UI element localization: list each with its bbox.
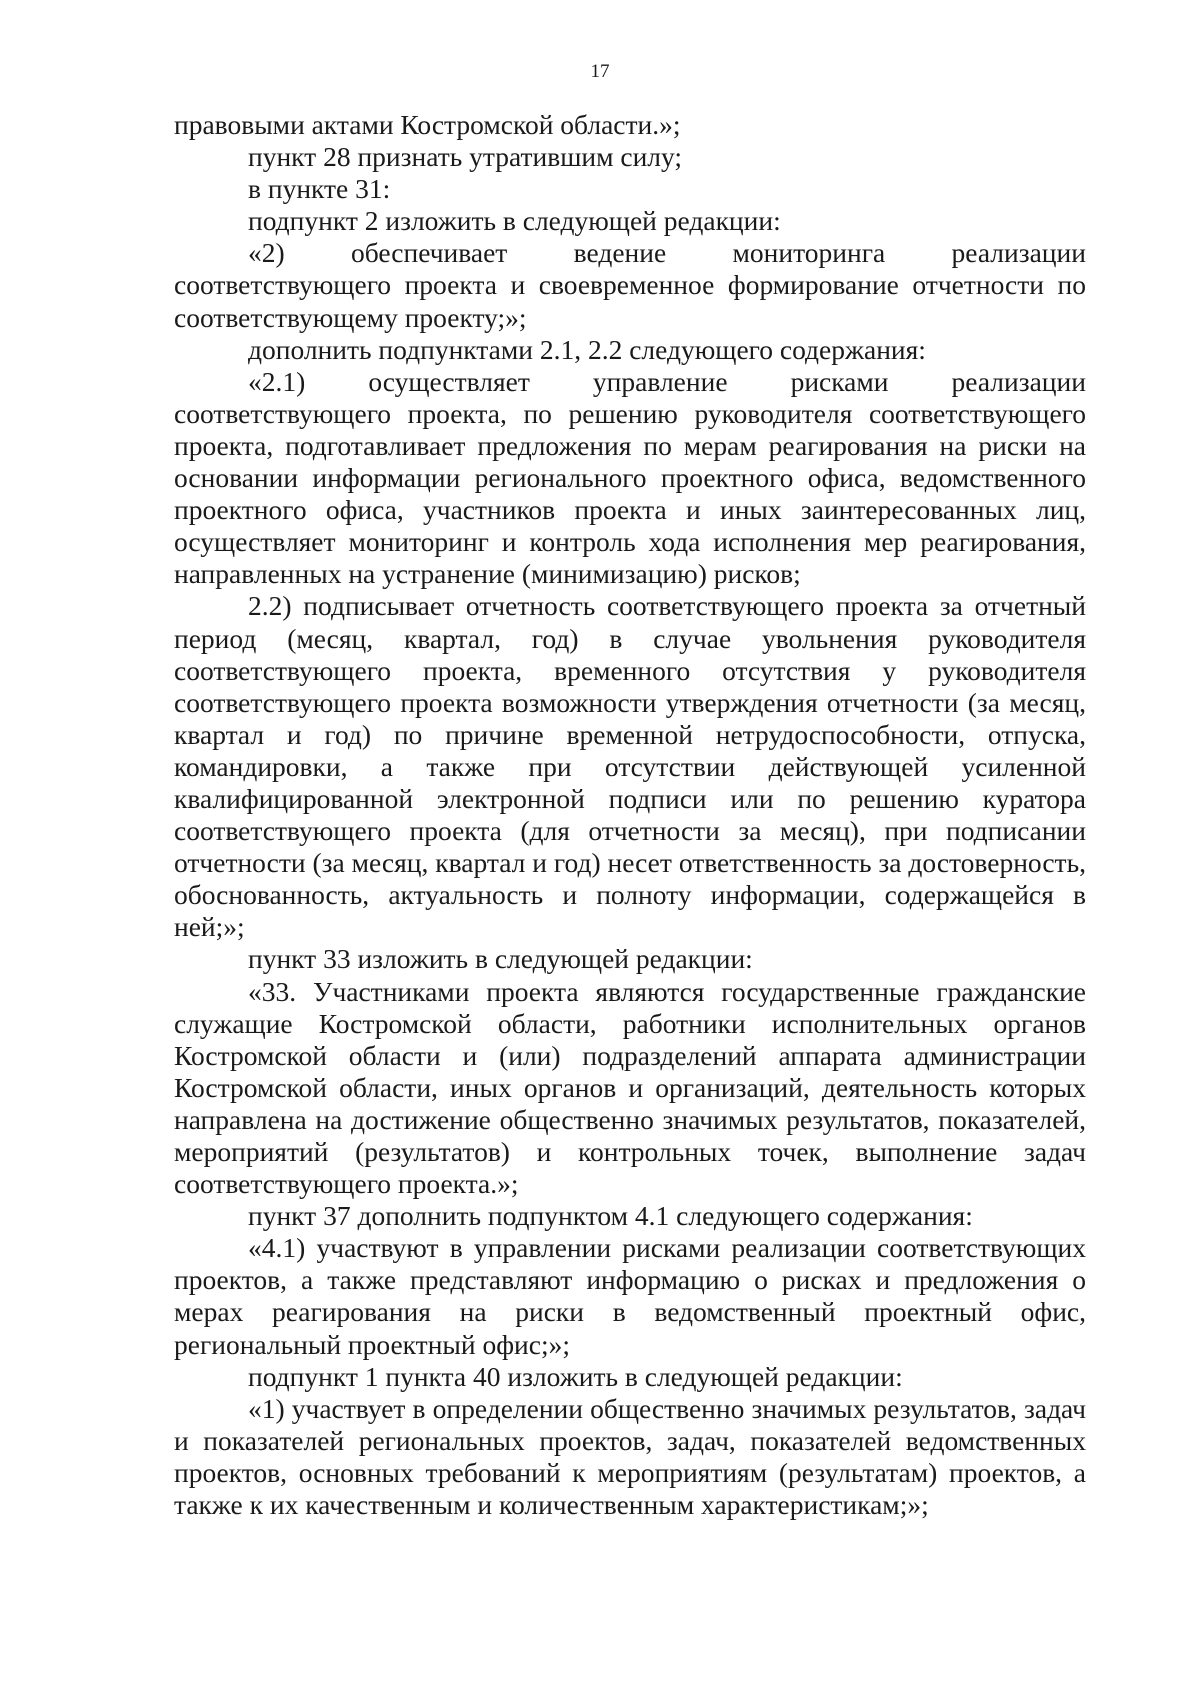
word: рисками <box>790 365 889 397</box>
word: реализации <box>951 237 1086 269</box>
word: обеспечивает <box>351 237 508 269</box>
page-number: 17 <box>590 61 610 82</box>
paragraph: в пункте 31: <box>248 173 391 205</box>
paragraph: дополнить подпунктами 2.1, 2.2 следующего содержания: <box>248 333 926 365</box>
document-body <box>174 109 1086 1521</box>
word: мониторинга <box>732 237 886 269</box>
word: реализации <box>951 365 1086 397</box>
paragraph: подпункт 2 изложить в следующей редакции: <box>248 205 781 237</box>
paragraph-first-line <box>174 237 1086 269</box>
paragraph: «4.1) участвуют в управлении рисками реализации соответствующих проектов, а также представляют информацию о рисках и предложения о мерах реагирования на риски в ведомственный проектный офис, региональный проектный офис;»; <box>174 1232 1086 1360</box>
paragraph-first-line <box>174 366 1086 398</box>
paragraph-continuation: соответствующего проекта, по решению руководителя соответствующего проекта, подготавливает предложения по мерам реагирования на риски на основании информации регионального проектного офиса, ведомственного проектного офиса, участников проекта и иных заинтересованных лиц, осуществляет мониторинг и контроль хода исполнения мер реагирования, направленных на устранение (минимизацию) рисков; <box>174 397 1086 590</box>
paragraph: «1) участвует в определении общественно значимых результатов, задач и показателей региональных проектов, задач, показателей ведомственных проектов, основных требований к мероприятиям (результатам) проектов, а также к их качественным и количественным характеристикам;»; <box>174 1392 1086 1521</box>
paragraph: пункт 28 признать утратившим силу; <box>248 141 683 173</box>
word: управление <box>592 365 728 397</box>
paragraph: пункт 33 изложить в следующей редакции: <box>248 943 753 975</box>
paragraph: пункт 37 дополнить подпунктом 4.1 следующего содержания: <box>248 1200 973 1232</box>
word: «2) <box>248 237 285 269</box>
word: осуществляет <box>368 365 530 397</box>
paragraph: подпункт 1 пункта 40 изложить в следующей редакции: <box>248 1360 903 1392</box>
paragraph: 2.2) подписывает отчетность соответствующего проекта за отчетный период (месяц, квартал, год) в случае увольнения руководителя соответствующего проекта, временного отсутствия у руководителя соответствующего проекта возможности утверждения отчетности (за месяц, квартал и год) по причине временной нетрудоспособности, отпуска, командировки, а также при отсутствии действующей усиленной квалифицированной электронной подписи или по решению куратора соответствующего проекта (для отчетности за месяц), при подписании отчетности (за месяц, квартал и год) несет ответственность за достоверность, обоснованность, актуальность и полноту информации, содержащейся в ней;»; <box>174 590 1086 943</box>
paragraph: правовыми актами Костромской области.»; <box>174 109 681 140</box>
word: ведение <box>573 237 667 269</box>
paragraph: «33. Участниками проекта являются государственные гражданские служащие Костромской области, работники исполнительных органов Костромской области и (или) подразделений аппарата администрации Костромской области, иных органов и организаций, деятельность которых направлена на достижение общественно значимых результатов, показателей, мероприятий (результатов) и контрольных точек, выполнение задач соответствующего проекта.»; <box>174 975 1086 1200</box>
paragraph-continuation: соответствующего проекта и своевременное формирование отчетности по соответствующему проекту;»; <box>174 269 1086 333</box>
word: «2.1) <box>248 365 306 397</box>
